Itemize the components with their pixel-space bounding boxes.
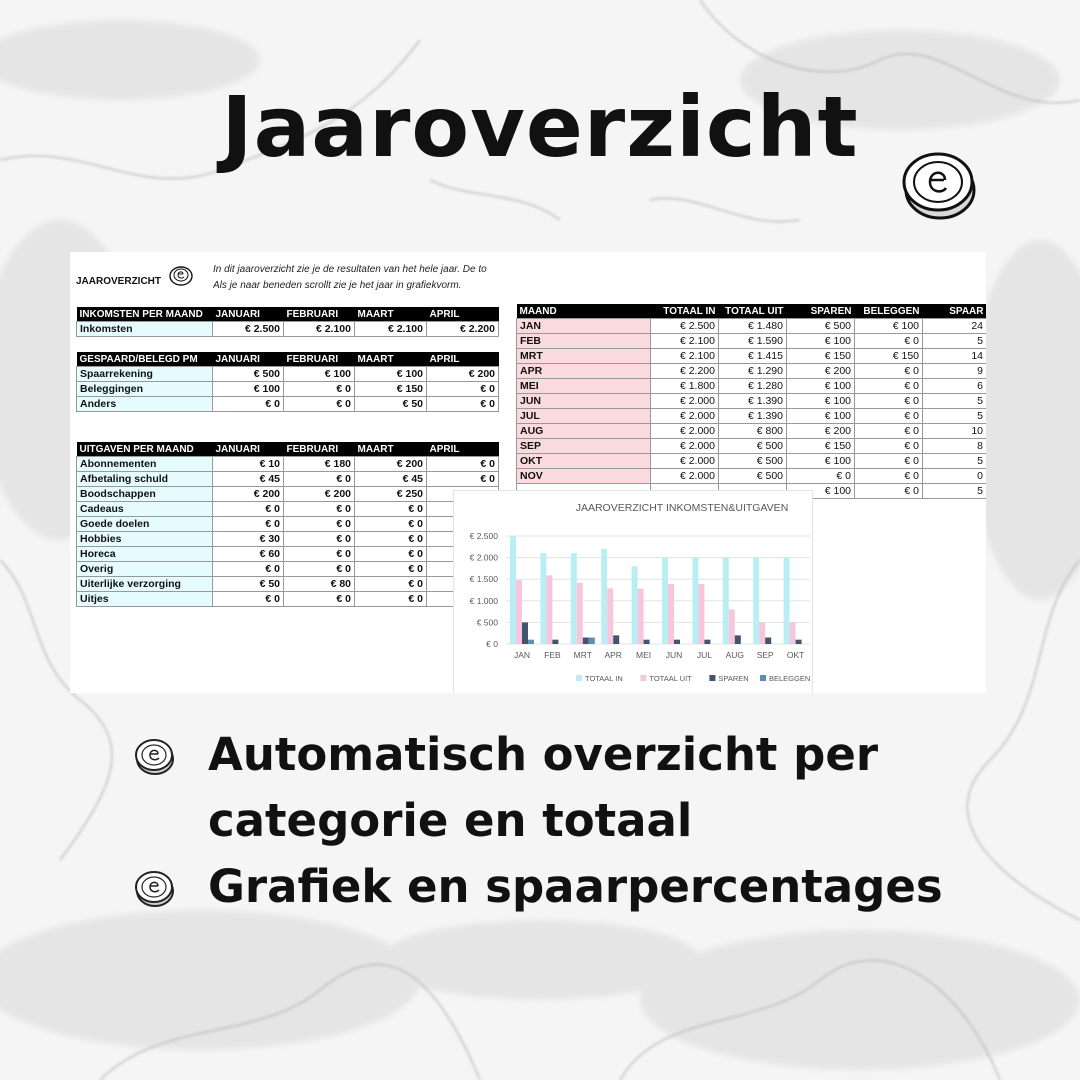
table-cell: 10 bbox=[923, 424, 987, 439]
feature-item bbox=[132, 722, 943, 854]
table-row bbox=[517, 454, 987, 469]
table-row bbox=[77, 592, 499, 607]
table-row bbox=[517, 379, 987, 394]
table-row bbox=[77, 322, 499, 337]
year-header-savings-pct: SPAAR bbox=[923, 304, 987, 319]
chart-bar bbox=[753, 558, 759, 644]
table-cell: € 2.100 bbox=[651, 334, 719, 349]
table-cell: € 1.290 bbox=[719, 364, 787, 379]
table-row bbox=[517, 349, 987, 364]
saved-header-category: GESPAARD/BELEGD PM bbox=[77, 352, 213, 367]
year-chart bbox=[453, 490, 813, 693]
chart-bar bbox=[583, 638, 589, 644]
table-cell: € 45 bbox=[355, 472, 427, 487]
table-cell: € 0 bbox=[355, 562, 427, 577]
table-row bbox=[517, 319, 987, 334]
table-row bbox=[77, 502, 499, 517]
chart-bar bbox=[571, 553, 577, 644]
table-cell: APR bbox=[517, 364, 651, 379]
table-cell: € 200 bbox=[787, 424, 855, 439]
table-row bbox=[77, 532, 499, 547]
year-overview-table bbox=[516, 304, 986, 499]
income-header-jan: JANUARI bbox=[213, 307, 284, 322]
table-cell: € 100 bbox=[855, 319, 923, 334]
feature-line: categorie en totaal bbox=[208, 794, 693, 847]
table-cell: € 100 bbox=[787, 484, 855, 499]
table-cell: € 0 bbox=[284, 532, 355, 547]
table-row bbox=[517, 424, 987, 439]
table-cell: € 1.800 bbox=[651, 379, 719, 394]
feature-item bbox=[132, 854, 943, 920]
chart-bar bbox=[577, 583, 583, 644]
table-cell: € 60 bbox=[213, 547, 284, 562]
table-cell: € 150 bbox=[355, 382, 427, 397]
chart-bar bbox=[546, 575, 552, 644]
table-cell: € 800 bbox=[719, 424, 787, 439]
chart-bar bbox=[601, 549, 607, 644]
year-header-savings: SPAREN bbox=[787, 304, 855, 319]
table-cell: € 1.590 bbox=[719, 334, 787, 349]
table-cell: € 0 bbox=[284, 502, 355, 517]
intro-line-1: In dit jaaroverzicht zie je de resultaten van het hele jaar. De to bbox=[213, 264, 487, 275]
chart-ytick-label: € 1.500 bbox=[469, 574, 498, 585]
table-cell: € 0 bbox=[213, 562, 284, 577]
table-cell: € 100 bbox=[787, 379, 855, 394]
table-cell: JAN bbox=[517, 319, 651, 334]
table-row bbox=[77, 397, 499, 412]
table-cell: 24 bbox=[923, 319, 987, 334]
table-cell: € 150 bbox=[787, 439, 855, 454]
chart-bar bbox=[674, 640, 680, 644]
table-row bbox=[77, 472, 499, 487]
coin-bullet-icon bbox=[132, 736, 176, 776]
chart-bar bbox=[759, 622, 765, 644]
chart-xtick-label: OKT bbox=[786, 650, 805, 660]
table-cell: € 1.390 bbox=[719, 394, 787, 409]
table-cell: € 200 bbox=[213, 487, 284, 502]
year-header-total-in: TOTAAL IN bbox=[651, 304, 719, 319]
table-cell: € 2.000 bbox=[651, 394, 719, 409]
chart-bar bbox=[765, 638, 771, 644]
table-cell: € 100 bbox=[213, 382, 284, 397]
table-cell: € 0 bbox=[355, 517, 427, 532]
expenses-table bbox=[76, 442, 499, 607]
chart-bar bbox=[607, 588, 613, 644]
table-cell: Spaarrekening bbox=[77, 367, 213, 382]
table-cell: NOV bbox=[517, 469, 651, 484]
table-cell: € 500 bbox=[719, 439, 787, 454]
table-cell: € 100 bbox=[787, 454, 855, 469]
chart-legend-label: TOTAAL UIT bbox=[649, 674, 692, 683]
income-header-feb: FEBRUARI bbox=[284, 307, 355, 322]
table-cell: 6 bbox=[923, 379, 987, 394]
table-cell: € 1.390 bbox=[719, 409, 787, 424]
table-cell: Anders bbox=[77, 397, 213, 412]
table-cell: 5 bbox=[923, 454, 987, 469]
table-cell: 14 bbox=[923, 349, 987, 364]
table-cell: € 0 bbox=[355, 547, 427, 562]
chart-bar bbox=[698, 584, 704, 644]
chart-legend-label: TOTAAL IN bbox=[585, 674, 623, 683]
table-cell: Overig bbox=[77, 562, 213, 577]
table-cell: € 0 bbox=[284, 382, 355, 397]
chart-xtick-label: JUN bbox=[665, 650, 683, 660]
table-row bbox=[517, 394, 987, 409]
table-cell: MEI bbox=[517, 379, 651, 394]
table-row bbox=[517, 439, 987, 454]
chart-bar bbox=[784, 558, 790, 644]
expenses-header-apr: APRIL bbox=[427, 442, 499, 457]
chart-svg bbox=[454, 491, 812, 693]
table-cell: € 2.000 bbox=[651, 439, 719, 454]
chart-legend-swatch bbox=[760, 675, 766, 681]
table-cell: 5 bbox=[923, 334, 987, 349]
table-cell: € 10 bbox=[213, 457, 284, 472]
table-row bbox=[77, 517, 499, 532]
table-cell: € 0 bbox=[855, 379, 923, 394]
table-row bbox=[77, 577, 499, 592]
table-cell: € 0 bbox=[855, 394, 923, 409]
table-cell: € 0 bbox=[355, 532, 427, 547]
table-cell: € 0 bbox=[855, 424, 923, 439]
feature-line: Automatisch overzicht per bbox=[208, 728, 879, 781]
table-cell: Hobbies bbox=[77, 532, 213, 547]
table-cell: € 0 bbox=[427, 472, 499, 487]
table-row bbox=[77, 457, 499, 472]
table-cell: € 0 bbox=[427, 382, 499, 397]
chart-xtick-label: AUG bbox=[725, 650, 745, 660]
saved-table bbox=[76, 352, 499, 412]
table-cell: € 0 bbox=[213, 592, 284, 607]
intro-line-2: Als je naar beneden scrollt zie je het jaar in grafiekvorm. bbox=[213, 280, 462, 291]
table-cell: € 0 bbox=[855, 439, 923, 454]
table-cell: € 500 bbox=[213, 367, 284, 382]
table-cell: € 2.000 bbox=[651, 409, 719, 424]
table-cell: € 50 bbox=[213, 577, 284, 592]
table-cell: € 500 bbox=[719, 454, 787, 469]
table-cell: JUL bbox=[517, 409, 651, 424]
coin-icon bbox=[896, 150, 980, 222]
table-row bbox=[77, 487, 499, 502]
table-cell: € 0 bbox=[855, 484, 923, 499]
chart-bar bbox=[796, 640, 802, 644]
chart-legend-swatch bbox=[709, 675, 715, 681]
table-cell: € 2.100 bbox=[651, 349, 719, 364]
chart-bar bbox=[638, 589, 644, 644]
table-cell: € 2.000 bbox=[651, 454, 719, 469]
chart-ytick-label: € 500 bbox=[476, 617, 498, 628]
chart-bar bbox=[790, 622, 796, 644]
feature-list bbox=[132, 722, 943, 920]
chart-title: JAAROVERZICHT INKOMSTEN&UITGAVEN bbox=[575, 502, 789, 514]
table-cell: JUN bbox=[517, 394, 651, 409]
chart-bar bbox=[692, 558, 698, 644]
table-cell: Beleggingen bbox=[77, 382, 213, 397]
table-cell: € 250 bbox=[355, 487, 427, 502]
chart-xtick-label: MRT bbox=[573, 650, 592, 660]
table-cell: € 0 bbox=[213, 502, 284, 517]
table-cell: € 80 bbox=[284, 577, 355, 592]
table-cell: € 150 bbox=[787, 349, 855, 364]
table-row bbox=[517, 469, 987, 484]
year-header-month: MAAND bbox=[517, 304, 651, 319]
saved-header-mar: MAART bbox=[355, 352, 427, 367]
chart-xtick-label: SEP bbox=[756, 650, 774, 660]
table-cell: € 200 bbox=[787, 364, 855, 379]
table-cell: € 200 bbox=[284, 487, 355, 502]
expenses-header-category: UITGAVEN PER MAAND bbox=[77, 442, 213, 457]
chart-bar bbox=[552, 640, 558, 644]
chart-bar bbox=[729, 609, 735, 644]
table-cell: € 0 bbox=[284, 397, 355, 412]
table-cell: € 50 bbox=[355, 397, 427, 412]
table-cell: € 0 bbox=[355, 577, 427, 592]
table-cell: 5 bbox=[923, 409, 987, 424]
chart-xtick-label: FEB bbox=[544, 650, 561, 660]
chart-xtick-label: APR bbox=[604, 650, 622, 660]
table-cell: Inkomsten bbox=[77, 322, 213, 337]
chart-bar bbox=[632, 566, 638, 644]
feature-line: Grafiek en spaarpercentages bbox=[208, 860, 943, 913]
table-cell: € 0 bbox=[855, 469, 923, 484]
table-cell: € 2.200 bbox=[651, 364, 719, 379]
income-header-apr: APRIL bbox=[427, 307, 499, 322]
chart-legend-swatch bbox=[640, 675, 646, 681]
saved-header-apr: APRIL bbox=[427, 352, 499, 367]
table-cell: € 100 bbox=[355, 367, 427, 382]
year-header-investing: BELEGGEN bbox=[855, 304, 923, 319]
table-cell: € 0 bbox=[284, 547, 355, 562]
income-header-category: INKOMSTEN PER MAAND bbox=[77, 307, 213, 322]
table-cell: MRT bbox=[517, 349, 651, 364]
table-cell: € 2.000 bbox=[651, 424, 719, 439]
table-cell: € 2.100 bbox=[284, 322, 355, 337]
chart-xtick-label: JUL bbox=[696, 650, 712, 660]
spreadsheet-panel bbox=[70, 252, 986, 693]
table-cell: € 1.280 bbox=[719, 379, 787, 394]
table-cell: € 0 bbox=[787, 469, 855, 484]
chart-bar bbox=[516, 580, 522, 644]
table-cell: € 100 bbox=[787, 409, 855, 424]
chart-ytick-label: € 1.000 bbox=[469, 595, 498, 606]
table-cell: Uitjes bbox=[77, 592, 213, 607]
table-cell: € 0 bbox=[213, 517, 284, 532]
table-row bbox=[517, 409, 987, 424]
table-cell: Goede doelen bbox=[77, 517, 213, 532]
chart-legend-swatch bbox=[576, 675, 582, 681]
chart-bar bbox=[589, 638, 595, 644]
table-cell: € 100 bbox=[284, 367, 355, 382]
sheet-intro bbox=[213, 262, 501, 294]
table-cell: € 0 bbox=[284, 517, 355, 532]
table-cell: € 2.000 bbox=[651, 469, 719, 484]
table-cell: € 30 bbox=[213, 532, 284, 547]
chart-bar bbox=[613, 635, 619, 644]
table-cell: Abonnementen bbox=[77, 457, 213, 472]
chart-ytick-label: € 2.500 bbox=[469, 531, 498, 541]
expenses-header-jan: JANUARI bbox=[213, 442, 284, 457]
table-cell: € 0 bbox=[855, 409, 923, 424]
chart-bar bbox=[723, 558, 729, 644]
table-cell: € 2.500 bbox=[651, 319, 719, 334]
table-cell: € 0 bbox=[355, 502, 427, 517]
table-cell: € 500 bbox=[719, 469, 787, 484]
table-cell: Cadeaus bbox=[77, 502, 213, 517]
table-cell: Horeca bbox=[77, 547, 213, 562]
chart-bar bbox=[510, 536, 516, 644]
table-cell: € 0 bbox=[427, 397, 499, 412]
year-header-total-out: TOTAAL UIT bbox=[719, 304, 787, 319]
table-cell: € 0 bbox=[855, 334, 923, 349]
table-cell: € 200 bbox=[355, 457, 427, 472]
table-cell: € 0 bbox=[284, 592, 355, 607]
chart-bar bbox=[668, 584, 674, 644]
table-cell: Uiterlijke verzorging bbox=[77, 577, 213, 592]
table-cell: Boodschappen bbox=[77, 487, 213, 502]
table-cell: € 0 bbox=[855, 454, 923, 469]
table-cell: € 0 bbox=[855, 364, 923, 379]
table-cell: 5 bbox=[923, 484, 987, 499]
table-row bbox=[77, 382, 499, 397]
table-cell: AUG bbox=[517, 424, 651, 439]
sheet-title: JAAROVERZICHT bbox=[76, 276, 162, 287]
table-cell: € 0 bbox=[213, 397, 284, 412]
table-cell: € 0 bbox=[284, 562, 355, 577]
table-row bbox=[77, 367, 499, 382]
table-cell: € 0 bbox=[427, 457, 499, 472]
table-cell: 0 bbox=[923, 469, 987, 484]
table-cell: OKT bbox=[517, 454, 651, 469]
chart-ytick-label: € 2.000 bbox=[469, 552, 498, 563]
expenses-header-feb: FEBRUARI bbox=[284, 442, 355, 457]
sheet-coin-icon bbox=[168, 264, 194, 286]
chart-bar bbox=[662, 558, 668, 644]
chart-bar bbox=[528, 640, 534, 644]
chart-bar bbox=[704, 640, 710, 644]
table-cell: € 45 bbox=[213, 472, 284, 487]
saved-header-feb: FEBRUARI bbox=[284, 352, 355, 367]
saved-header-jan: JANUARI bbox=[213, 352, 284, 367]
table-cell: € 1.480 bbox=[719, 319, 787, 334]
table-cell: FEB bbox=[517, 334, 651, 349]
chart-xtick-label: JAN bbox=[513, 650, 531, 660]
income-table bbox=[76, 307, 499, 337]
table-cell: € 0 bbox=[284, 472, 355, 487]
table-cell: 5 bbox=[923, 394, 987, 409]
page-title: Jaaroverzicht bbox=[221, 78, 859, 176]
table-cell: 8 bbox=[923, 439, 987, 454]
table-cell: € 2.200 bbox=[427, 322, 499, 337]
table-cell: € 0 bbox=[355, 592, 427, 607]
chart-bar bbox=[540, 553, 546, 644]
table-row bbox=[77, 547, 499, 562]
table-cell: € 100 bbox=[787, 394, 855, 409]
table-row bbox=[517, 364, 987, 379]
table-cell: 9 bbox=[923, 364, 987, 379]
table-cell: € 200 bbox=[427, 367, 499, 382]
table-cell: € 100 bbox=[787, 334, 855, 349]
table-row bbox=[77, 562, 499, 577]
table-cell: SEP bbox=[517, 439, 651, 454]
chart-legend-label: SPAREN bbox=[718, 674, 749, 683]
table-cell: € 2.100 bbox=[355, 322, 427, 337]
table-cell: € 1.415 bbox=[719, 349, 787, 364]
chart-bar bbox=[522, 622, 528, 644]
table-row bbox=[517, 334, 987, 349]
chart-bar bbox=[735, 635, 741, 644]
expenses-header-mar: MAART bbox=[355, 442, 427, 457]
table-cell: € 180 bbox=[284, 457, 355, 472]
table-cell: € 150 bbox=[855, 349, 923, 364]
chart-ytick-label: € 0 bbox=[486, 639, 498, 649]
income-header-mar: MAART bbox=[355, 307, 427, 322]
table-cell: Afbetaling schuld bbox=[77, 472, 213, 487]
chart-bar bbox=[644, 640, 650, 644]
table-cell: € 500 bbox=[787, 319, 855, 334]
table-cell: € 2.500 bbox=[213, 322, 284, 337]
chart-legend-label: BELEGGEN bbox=[769, 674, 811, 683]
chart-xtick-label: MEI bbox=[636, 650, 652, 660]
coin-bullet-icon bbox=[132, 868, 176, 908]
